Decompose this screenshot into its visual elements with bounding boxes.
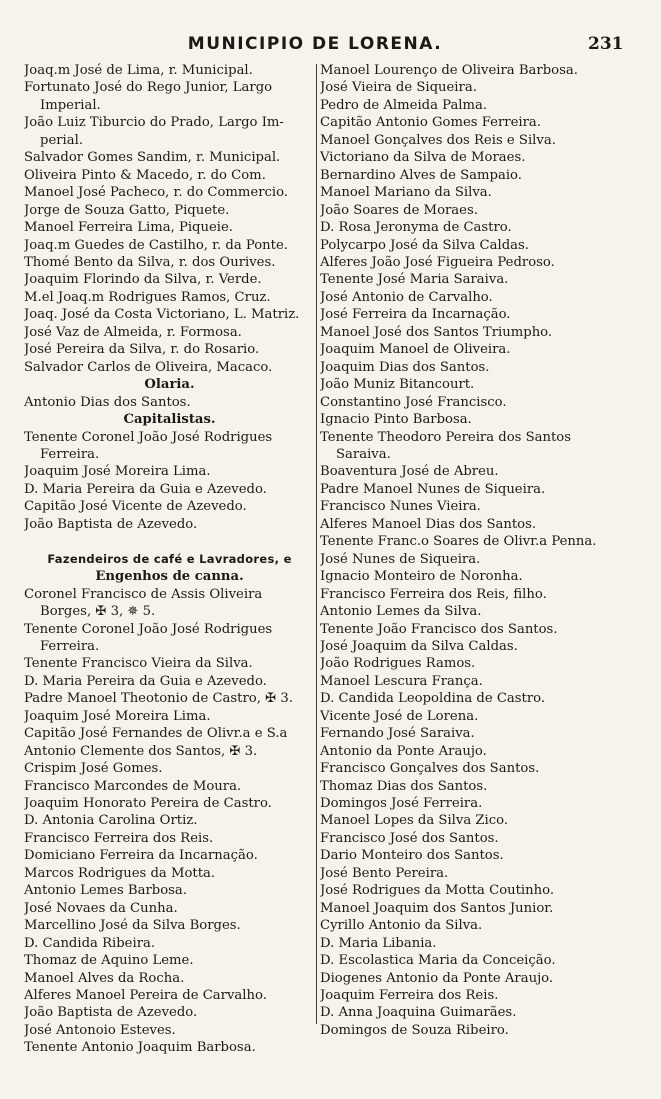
list-entry: Vicente José de Lorena. bbox=[320, 708, 479, 724]
list-entry: Capitão José Fernandes de Olivr.a e S.a bbox=[24, 726, 288, 742]
list-entry: José Antonoio Esteves. bbox=[24, 1022, 176, 1038]
list-entry: Manoel Lourenço de Oliveira Barbosa. bbox=[320, 63, 578, 78]
running-title: MUNICIPIO DE LORENA. bbox=[187, 34, 443, 54]
spacer bbox=[24, 533, 315, 550]
list-entry: José Novaes da Cunha. bbox=[24, 900, 178, 916]
list-entry: João Muniz Bitancourt. bbox=[320, 377, 475, 393]
list-entry: Antonio Lemes Barbosa. bbox=[24, 883, 187, 899]
list-entry: Francisco Marcondes de Moura. bbox=[24, 778, 242, 794]
list-entry: D. Antonia Carolina Ortiz. bbox=[24, 813, 198, 829]
page-header bbox=[0, 34, 661, 60]
list-entry: Dario Monteiro dos Santos. bbox=[320, 848, 504, 864]
list-entry: Manoel Gonçalves dos Reis e Silva. bbox=[320, 132, 556, 148]
list-entry: José Vaz de Almeida, r. Formosa. bbox=[24, 324, 242, 340]
list-entry: Thomé Bento da Silva, r. dos Ourives. bbox=[24, 254, 276, 270]
list-entry: Diogenes Antonio da Ponte Araujo. bbox=[320, 970, 554, 986]
list-entry: Thomaz de Aquino Leme. bbox=[24, 953, 194, 969]
list-entry: Salvador Carlos de Oliveira, Macaco. bbox=[24, 359, 273, 375]
list-entry: Tenente José Maria Saraiva. bbox=[320, 272, 509, 288]
list-entry: Boaventura José de Abreu. bbox=[320, 464, 499, 480]
page-number: 231 bbox=[588, 34, 624, 54]
list-entry: Fortunato José do Rego Junior, Largo bbox=[24, 80, 273, 96]
list-entry: D. Anna Joaquina Guimarães. bbox=[320, 1005, 517, 1021]
list-entry: Francisco Ferreira dos Reis. bbox=[24, 830, 214, 846]
list-entry: Manoel Lescura França. bbox=[320, 673, 483, 689]
list-entry: Joaquim Ferreira dos Reis. bbox=[320, 988, 499, 1004]
list-entry: Francisco Nunes Vieira. bbox=[320, 499, 481, 515]
list-entry: Joaq.m José de Lima, r. Municipal. bbox=[24, 63, 253, 78]
entry-continuation: Ferreira. bbox=[40, 638, 100, 654]
entry-continuation: Ferreira. bbox=[40, 446, 100, 462]
list-entry: Jorge de Souza Gatto, Piquete. bbox=[24, 202, 230, 218]
list-entry: Oliveira Pinto & Macedo, r. do Com. bbox=[24, 167, 266, 183]
list-entry: Marcellino José da Silva Borges. bbox=[24, 918, 241, 934]
list-entry: Crispim José Gomes. bbox=[24, 761, 163, 777]
list-entry: José Pereira da Silva, r. do Rosario. bbox=[24, 342, 260, 358]
list-entry: Fernando José Saraiva. bbox=[320, 726, 475, 742]
list-entry: José Rodrigues da Motta Coutinho. bbox=[320, 883, 555, 899]
list-entry: Manoel José Pacheco, r. do Commercio. bbox=[24, 185, 288, 201]
entry-continuation: Borges, ✠ 3, ✵ 5. bbox=[40, 604, 156, 620]
list-entry: Joaquim Honorato Pereira de Castro. bbox=[24, 796, 272, 812]
list-entry: D. Rosa Jeronyma de Castro. bbox=[320, 220, 512, 236]
list-entry: Manoel Alves da Rocha. bbox=[24, 970, 185, 986]
list-entry: Antonio da Ponte Araujo. bbox=[320, 743, 487, 759]
list-entry: Manoel Mariano da Silva. bbox=[320, 185, 492, 201]
list-entry: Domingos José Ferreira. bbox=[320, 796, 483, 812]
left-column bbox=[24, 62, 315, 1057]
list-entry: Tenente Antonio Joaquim Barbosa. bbox=[24, 1040, 256, 1056]
list-entry: Coronel Francisco de Assis Oliveira bbox=[24, 586, 263, 602]
list-entry: José Vieira de Siqueira. bbox=[320, 80, 477, 96]
list-entry: José Ferreira da Incarnação. bbox=[320, 307, 511, 323]
list-entry: Capitão Antonio Gomes Ferreira. bbox=[320, 115, 541, 131]
list-entry: João Baptista de Azevedo. bbox=[24, 1005, 198, 1021]
list-entry: D. Candida Ribeira. bbox=[24, 935, 156, 951]
list-entry: Salvador Gomes Sandim, r. Municipal. bbox=[24, 150, 281, 166]
list-entry: Joaquim Florindo da Silva, r. Verde. bbox=[24, 272, 262, 288]
list-entry: Francisco Ferreira dos Reis, filho. bbox=[320, 586, 547, 602]
list-entry: Antonio Lemes da Silva. bbox=[320, 604, 482, 620]
section-heading: Olaria. bbox=[144, 377, 195, 393]
list-entry: Joaquim José Moreira Lima. bbox=[24, 464, 211, 480]
list-entry: Antonio Dias dos Santos. bbox=[24, 394, 191, 410]
list-entry: Tenente João Francisco dos Santos. bbox=[320, 621, 558, 637]
list-entry: Joaquim José Moreira Lima. bbox=[24, 708, 211, 724]
list-entry: Pedro de Almeida Palma. bbox=[320, 97, 488, 113]
list-entry: João Soares de Moraes. bbox=[320, 202, 478, 218]
list-entry: Tenente Coronel João José Rodrigues bbox=[24, 429, 273, 445]
list-entry: Ignacio Monteiro de Noronha. bbox=[320, 569, 523, 585]
column-divider bbox=[316, 64, 317, 1024]
list-entry: Thomaz Dias dos Santos. bbox=[320, 778, 488, 794]
list-entry: D. Escolastica Maria da Conceição. bbox=[320, 953, 556, 969]
entry-continuation: perial. bbox=[40, 132, 84, 148]
list-entry: D. Maria Pereira da Guia e Azevedo. bbox=[24, 481, 267, 497]
list-entry: Manoel Joaquim dos Santos Junior. bbox=[320, 900, 554, 916]
list-entry: Alferes João José Figueira Pedroso. bbox=[320, 254, 555, 270]
list-entry: D. Maria Pereira da Guia e Azevedo. bbox=[24, 673, 267, 689]
list-entry: José Nunes de Siqueira. bbox=[320, 551, 481, 567]
right-column bbox=[320, 62, 620, 1039]
list-entry: Joaq. José da Costa Victoriano, L. Matriz. bbox=[24, 307, 300, 323]
list-entry: Domiciano Ferreira da Incarnação. bbox=[24, 848, 258, 864]
entry-continuation: Saraiva. bbox=[336, 446, 391, 462]
list-entry: José Joaquim da Silva Caldas. bbox=[320, 638, 518, 654]
list-entry: Tenente Coronel João José Rodrigues bbox=[24, 621, 273, 637]
list-entry: Marcos Rodrigues da Motta. bbox=[24, 865, 216, 881]
list-entry: Tenente Francisco Vieira da Silva. bbox=[24, 656, 253, 672]
list-entry: Tenente Franc.o Soares de Olivr.a Penna. bbox=[320, 534, 597, 550]
list-entry: D. Maria Libania. bbox=[320, 935, 437, 951]
list-entry: Joaquim Manoel de Oliveira. bbox=[320, 342, 511, 358]
list-entry: João Luiz Tiburcio do Prado, Largo Im- bbox=[24, 115, 284, 131]
section-heading: Fazendeiros de café e Lavradores, e bbox=[47, 551, 292, 566]
list-entry: José Bento Pereira. bbox=[320, 865, 449, 881]
list-entry: Alferes Manoel Dias dos Santos. bbox=[320, 516, 537, 532]
list-entry: Padre Manoel Theotonio de Castro, ✠ 3. bbox=[24, 691, 293, 707]
list-entry: José Antonio de Carvalho. bbox=[320, 289, 493, 305]
section-heading: Capitalistas. bbox=[123, 412, 216, 428]
list-entry: Manoel Ferreira Lima, Piqueie. bbox=[24, 220, 234, 236]
entry-continuation: Imperial. bbox=[40, 97, 101, 113]
list-entry: Constantino José Francisco. bbox=[320, 394, 507, 410]
section-heading: Engenhos de canna. bbox=[95, 569, 244, 585]
list-entry: Padre Manoel Nunes de Siqueira. bbox=[320, 481, 546, 497]
list-entry: Cyrillo Antonio da Silva. bbox=[320, 918, 483, 934]
list-entry: Francisco José dos Santos. bbox=[320, 830, 499, 846]
list-entry: Joaquim Dias dos Santos. bbox=[320, 359, 490, 375]
list-entry: Antonio Clemente dos Santos, ✠ 3. bbox=[24, 743, 258, 759]
list-entry: Francisco Gonçalves dos Santos. bbox=[320, 761, 540, 777]
list-entry: Victoriano da Silva de Moraes. bbox=[320, 150, 526, 166]
list-entry: Polycarpo José da Silva Caldas. bbox=[320, 237, 529, 253]
list-entry: D. Candida Leopoldina de Castro. bbox=[320, 691, 546, 707]
list-entry: Domingos de Souza Ribeiro. bbox=[320, 1022, 509, 1038]
list-entry: Manoel José dos Santos Triumpho. bbox=[320, 324, 553, 340]
list-entry: Tenente Theodoro Pereira dos Santos bbox=[320, 429, 572, 445]
list-entry: João Rodrigues Ramos. bbox=[320, 656, 476, 672]
list-entry: Manoel Lopes da Silva Zico. bbox=[320, 813, 509, 829]
list-entry: Alferes Manoel Pereira de Carvalho. bbox=[24, 988, 267, 1004]
list-entry: João Baptista de Azevedo. bbox=[24, 516, 198, 532]
list-entry: Capitão José Vicente de Azevedo. bbox=[24, 499, 247, 515]
list-entry: M.el Joaq.m Rodrigues Ramos, Cruz. bbox=[24, 289, 271, 305]
list-entry: Bernardino Alves de Sampaio. bbox=[320, 167, 522, 183]
list-entry: Joaq.m Guedes de Castilho, r. da Ponte. bbox=[24, 237, 288, 253]
list-entry: Ignacio Pinto Barbosa. bbox=[320, 412, 472, 428]
